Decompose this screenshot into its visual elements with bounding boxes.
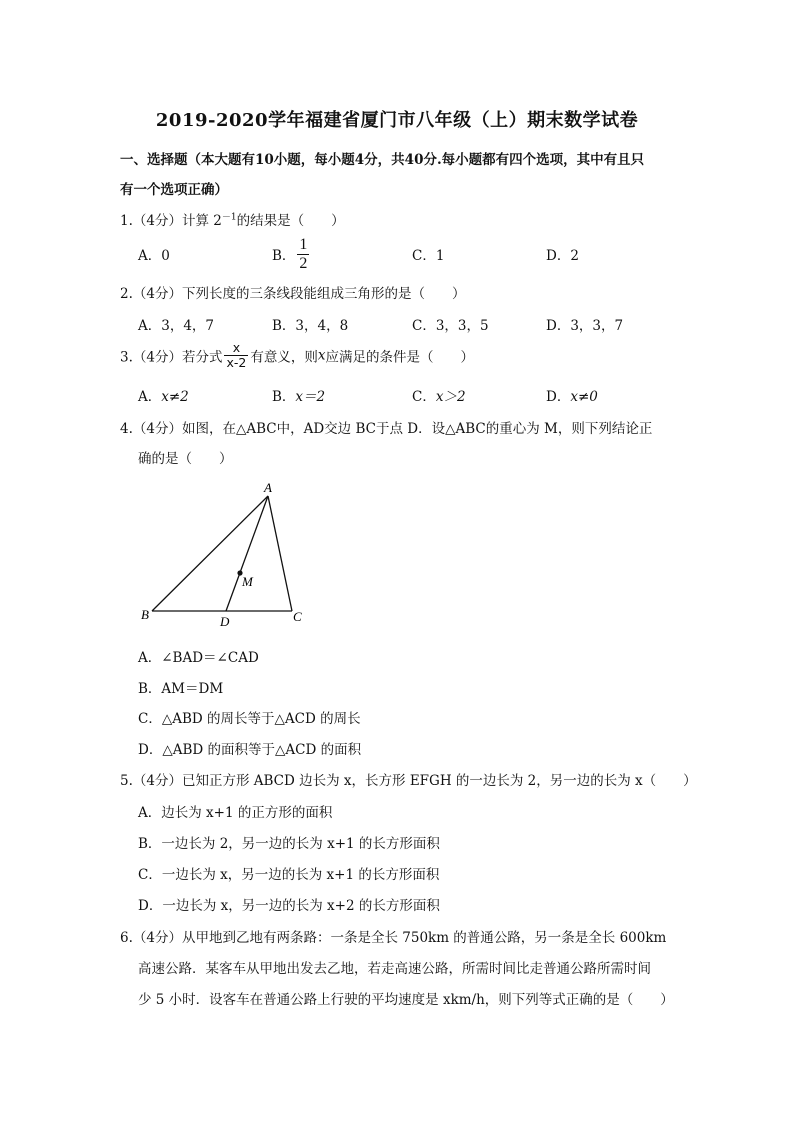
q1-option-d: D．2 (546, 248, 579, 264)
q5-option-a: A．边长为 x+1 的正方形的面积 (138, 805, 333, 821)
question-6-stem-cont2: 少 5 小时．设客车在普通公路上行驶的平均速度是 xkm/h，则下列等式正确的是（ ） (138, 992, 674, 1008)
q4-option-c: C．△ABD 的周长等于△ACD 的周长 (138, 711, 361, 727)
q2-option-d: D．3，3，7 (546, 318, 624, 334)
label-a: A (264, 480, 272, 495)
question-5-stem: 5.（4分）已知正方形 ABCD 边长为 x，长方形 EFGH 的一边长为 2，另一边的长为 x（ ） (120, 773, 697, 789)
q5-option-c: C．一边长为 x，另一边的长为 x+1 的长方形面积 (138, 867, 440, 883)
question-4-stem-cont: 确的是（ ） (138, 451, 233, 467)
label-m: M (242, 574, 253, 589)
label-b: B (141, 607, 149, 622)
page-title: 2019-2020学年福建省厦门市八年级（上）期末数学试卷 (155, 110, 639, 131)
q2-option-c: C．3，3，5 (412, 318, 489, 334)
q1-option-a: A．0 (138, 248, 170, 264)
q4-option-b: B．AM＝DM (138, 681, 224, 697)
q2-option-b: B．3，4，8 (272, 318, 349, 334)
question-2-stem: 2.（4分）下列长度的三条线段能组成三角形的是（ ） (120, 286, 466, 302)
q3-option-c: C．x＞2 (412, 389, 466, 405)
section-heading: 一、选择题（本大题有10小题，每小题4分，共40分.每小题都有四个选项，其中有且只 (120, 152, 645, 168)
section-heading-cont: 有一个选项正确） (120, 182, 228, 198)
question-1-stem: 1.（4分）计算 $2^{-1}$的结果是（ ） (120, 212, 345, 229)
side-ab (152, 496, 268, 611)
question-6-stem: 6.（4分）从甲地到乙地有两条路：一条是全长 750km 的普通公路，另一条是全长 600km (120, 930, 667, 946)
label-c: C (293, 609, 302, 624)
q5-option-b: B．一边长为 2，另一边的长为 x+1 的长方形面积 (138, 836, 440, 852)
triangle-figure (130, 476, 320, 631)
q3-option-d: D．x≠0 (546, 389, 598, 405)
question-4-stem: 4.（4分）如图，在△ABC中，AD交边 BC于点 D．设△ABC的重心为 M，则下列结论正 (120, 421, 653, 437)
q3-option-a: A．x≠2 (138, 389, 189, 405)
q5-option-d: D．一边长为 x，另一边的长为 x+2 的长方形面积 (138, 898, 440, 914)
q4-option-d: D．△ABD 的面积等于△ACD 的面积 (138, 742, 362, 758)
segment-ad (226, 496, 268, 611)
q1-option-b: B． $\frac{1}{2}$ (272, 236, 308, 272)
question-6-stem-cont1: 高速公路．某客车从甲地出发去乙地，若走高速公路，所需时间比走普通公路所需时间 (138, 961, 651, 977)
q3-option-b: B．x＝2 (272, 389, 326, 405)
question-3-stem: 3.（4分）若分式 $\frac{x}{x-2}$ 有意义，则x应满足的条件是（ ） (120, 340, 474, 370)
q4-option-a: A．∠BAD＝∠CAD (138, 650, 259, 666)
q2-option-a: A．3，4，7 (138, 318, 215, 334)
label-d: D (220, 614, 230, 629)
q1-option-c: C．1 (412, 248, 445, 264)
side-ac (268, 496, 292, 611)
